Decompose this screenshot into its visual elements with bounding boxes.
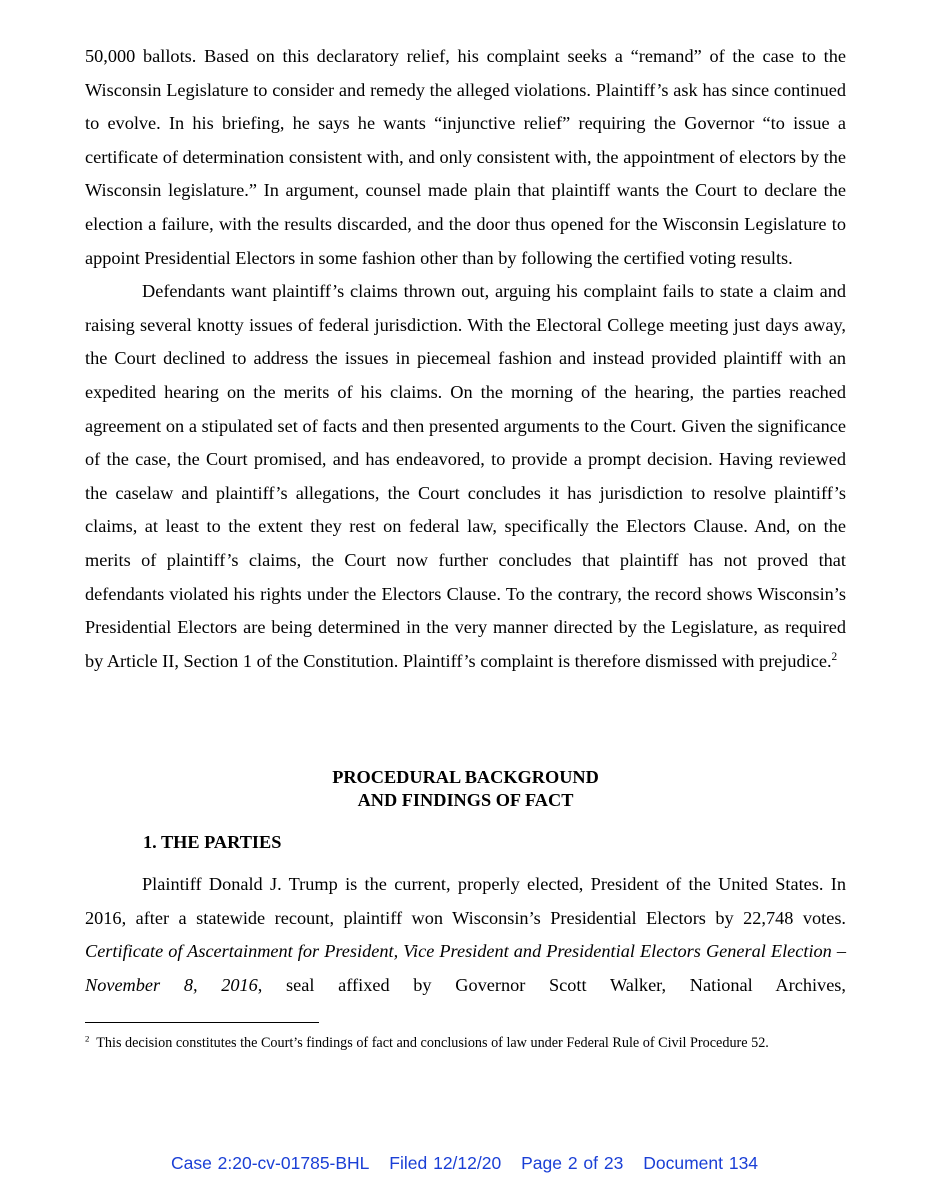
case-number: Case 2:20-cv-01785-BHL — [170, 1153, 370, 1173]
subsection-paragraph-text — [85, 868, 846, 1002]
subsection-text-start: Plaintiff Donald J. Trump is the current, properly elected, President of the United States. In 2016, after a statewide recount, plaintiff won Wisconsin’s Presidential Electors by 22,748 votes. — [85, 874, 846, 928]
footnote-text: This decision constitutes the Court’s findings of fact and conclusions of law under Federal Rule of Civil Procedure 52. — [96, 1035, 769, 1051]
filed-date: Filed 12/12/20 — [389, 1153, 502, 1173]
document-number: Document 134 — [643, 1153, 759, 1173]
footnote-divider — [85, 1022, 319, 1023]
footnote-reference: 2 — [831, 650, 838, 663]
paragraph-1: 50,000 ballots. Based on this declaratory relief, his complaint seeks a “remand” of the case to the Wisconsin Legislature to consider and remedy the alleged violations. Plaintiff’s ask has since continued to evolve. In his briefing, he says he wants “injunctive relief” requiring the Governor “to issue a certificate of determination consistent with, and only consistent with, the appointment of electors by the Wisconsin legislature.” In argument, counsel made plain that plaintiff wants the Court to declare the election a failure, with the results discarded, and the door thus opened for the Wisconsin Legislature to appoint Presidential Electors in some fashion other than by following the certified voting results. — [85, 46, 846, 268]
subsection-text-end: , seal affixed by Governor Scott Walker, National Archives, — [257, 974, 846, 995]
paragraph-2 — [85, 275, 846, 678]
footnote — [85, 1034, 846, 1053]
subsection-title: 1. THE PARTIES — [143, 832, 282, 852]
case-header — [0, 1153, 929, 1174]
subsection-paragraph — [85, 868, 846, 1002]
page-number: Page 2 of 23 — [521, 1153, 624, 1173]
section-heading — [85, 766, 846, 812]
certificate-citation: Certificate of Ascertainment for President, Vice President and Presidential Electors General Election – November 8, 2016 — [85, 941, 846, 995]
body-text — [85, 40, 846, 678]
heading-line-2: AND FINDINGS OF FACT — [357, 790, 574, 810]
heading-line-1: PROCEDURAL BACKGROUND — [332, 767, 599, 787]
paragraph-2-text: Defendants want plaintiff’s claims thrown out, arguing his complaint fails to state a claim and raising several knotty issues of federal jurisdiction. With the Electoral College meeting just days away, the Court declined to address the issues in piecemeal fashion and instead provided plaintiff with an expedited hearing on the merits of his claims. On the morning of the hearing, the parties reached agreement on a stipulated set of facts and then presented arguments to the Court. Given the significance of the case, the Court promised, and has endeavored, to provide a prompt decision. Having reviewed the caselaw and plaintiff’s allegations, the Court concludes it has jurisdiction to resolve plaintiff’s claims, at least to the extent they rest on federal law, specifically the Electors Clause. And, on the merits of plaintiff’s claims, the Court now further concludes that plaintiff has not proved that defendants violated his rights under the Electors Clause. To the contrary, the record shows Wisconsin’s Presidential Electors are being determined in the very manner directed by the Legislature, as required by Article II, Section 1 of the Constitution. Plaintiff’s complaint is therefore dismissed with prejudice. — [85, 281, 846, 671]
footnote-number: 2 — [85, 1033, 90, 1044]
